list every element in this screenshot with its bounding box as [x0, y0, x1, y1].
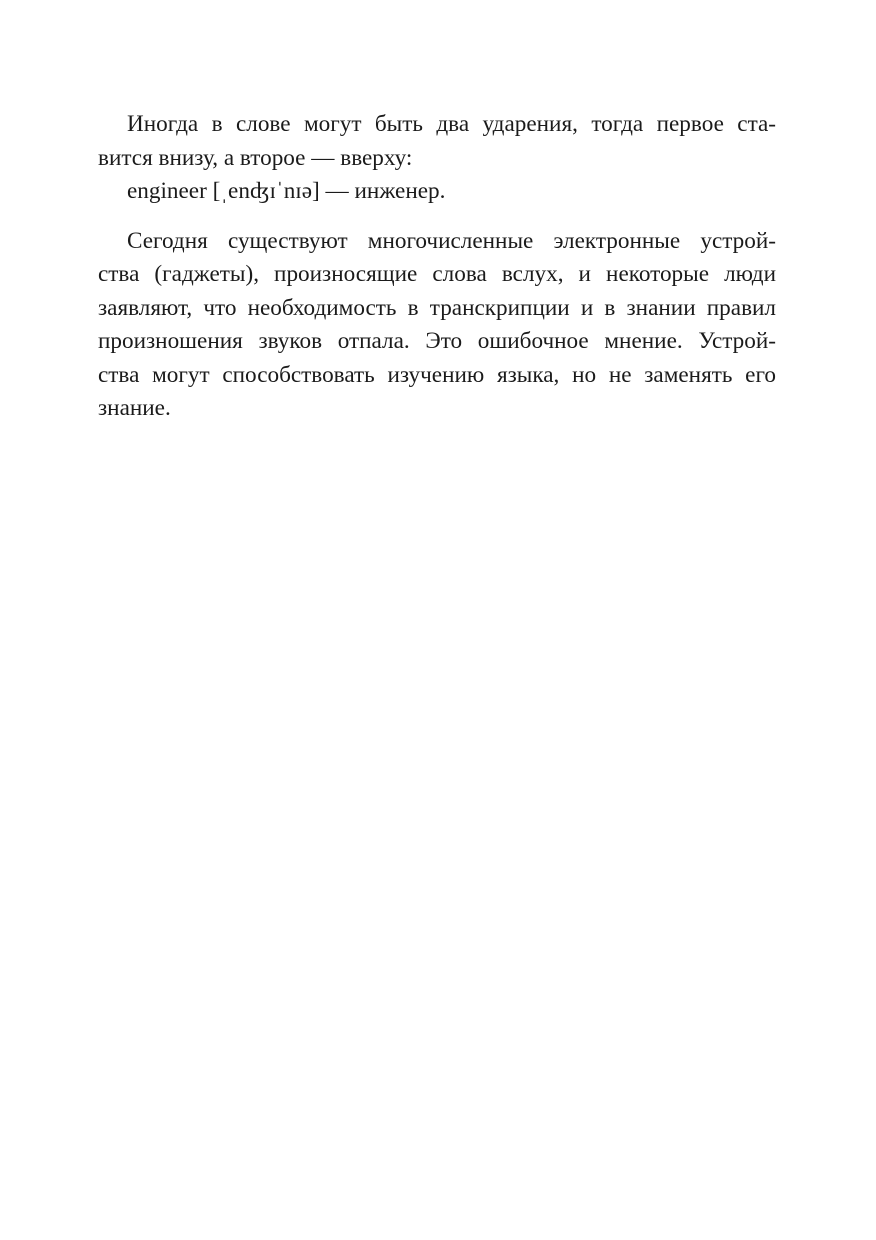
- example-line: engineer [ˌenʤɪˈnɪə] — инженер.: [127, 178, 446, 204]
- page-body: [98, 108, 776, 426]
- text-line: заявляют, что необходимость в транскрипции и в знании правил: [98, 294, 776, 321]
- paragraph-double-stress: [98, 108, 776, 209]
- text-line: произношения звуков отпала. Это ошибочное мнение. Устрой-: [98, 328, 776, 354]
- paragraph-gadgets: [98, 225, 776, 426]
- text-line: знание.: [98, 395, 171, 421]
- text-line: Сегодня существуют многочисленные электронные устрой-: [127, 227, 776, 254]
- text-line: ства могут способствовать изучению языка, но не заменять его: [98, 361, 776, 388]
- text-line: Иногда в слове могут быть два ударения, тогда первое ста-: [127, 111, 776, 137]
- text-line: вится внизу, а второе — вверху:: [98, 144, 413, 171]
- text-line: ства (гаджеты), произносящие слова вслух, и некоторые люди: [98, 261, 776, 287]
- paragraph-gap: [98, 209, 776, 225]
